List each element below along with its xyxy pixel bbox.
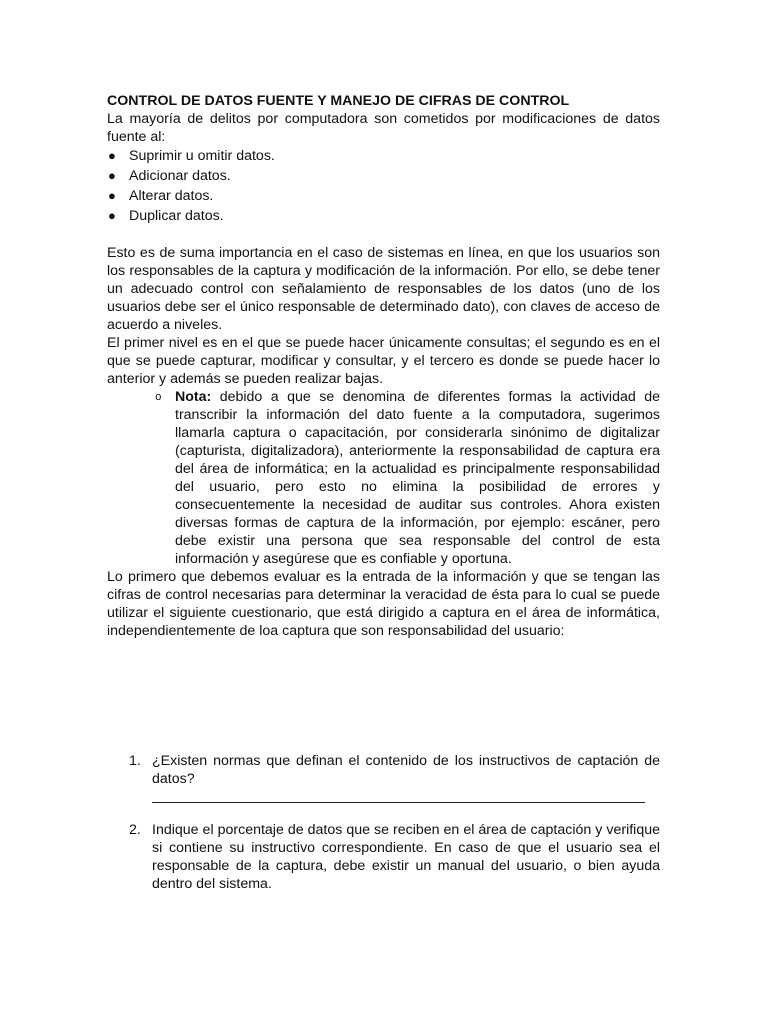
question-item [129, 821, 660, 893]
bullet-icon: ● [108, 148, 116, 163]
bullet-icon: ● [108, 188, 116, 203]
note-block [155, 388, 660, 568]
bullet-icon: ● [108, 168, 116, 183]
modification-list [107, 146, 660, 226]
question-number: 1. [129, 753, 141, 769]
question-text: ¿Existen normas que definan el contenido de los instructivos de captación de datos? [152, 753, 660, 787]
note-label: Nota: [175, 389, 212, 405]
question-number: 2. [129, 822, 141, 838]
list-item: ● Duplicar datos. [108, 208, 224, 224]
list-item: ● Alterar datos. [108, 188, 214, 204]
note-text: debido a que se denomina de diferentes formas la actividad de transcribir la información del dato fuente a la computadora, sugerimos llamarla captura o capacitación, por considerarla sinónimo de digitalizar (capturista, digitalizadora), anteriormente la responsabilidad de captura era del área de informática; en la actualidad es principalmente responsabilidad del usuario, pero esto no elimina la posibilidad de errores y consecuentemente la necesidad de auditar sus controles. Ahora existen diversas formas de captura de la información, por ejemplo: escáner, pero debe existir una persona que sea responsable del control de esta información y asegúrese que es confiable y oportuna. [175, 389, 660, 567]
list-item: ● Adicionar datos. [108, 168, 231, 184]
body-paragraph-1: Esto es de suma importancia en el caso de sistemas en línea, en que los usuarios son los responsables de la captura y modificación de la información. Por ello, se debe tener un adecuado control con señalamiento de responsables de los datos (uno de los usuarios debe ser el único responsable de determinado dato), con claves de acceso de acuerdo a niveles. [107, 245, 660, 333]
intro-paragraph: La mayoría de delitos por computadora son cometidos por modificaciones de datos fuente al: [107, 111, 660, 145]
answer-line [152, 788, 645, 803]
document-title: CONTROL DE DATOS FUENTE Y MANEJO DE CIFRAS DE CONTROL [107, 93, 570, 109]
bullet-icon: ● [108, 208, 116, 223]
question-item [129, 752, 660, 803]
list-item: ● Suprimir u omitir datos. [108, 148, 275, 164]
question-text: Indique el porcentaje de datos que se reciben en el área de captación y verifique si contiene su instructivo correspondiente. En caso de que el usuario sea el responsable de la captura, debe existir un manual del usuario, o bien ayuda dentro del sistema. [152, 822, 660, 892]
circle-bullet-icon: o [155, 392, 162, 404]
body-paragraph-2: El primer nivel es en el que se puede hacer únicamente consultas; el segundo es en el que se puede capturar, modificar y consultar, y el tercero es donde se puede hacer lo anterior y además se pueden realizar bajas. [107, 335, 660, 387]
body-paragraph-3: Lo primero que debemos evaluar es la entrada de la información y que se tengan las cifras de control necesarias para determinar la veracidad de ésta para lo cual se puede utilizar el siguiente cuestionario, que está dirigido a captura en el área de informática, independientemente de loa captura que son responsabilidad del usuario: [107, 569, 660, 639]
document-page [107, 92, 660, 893]
